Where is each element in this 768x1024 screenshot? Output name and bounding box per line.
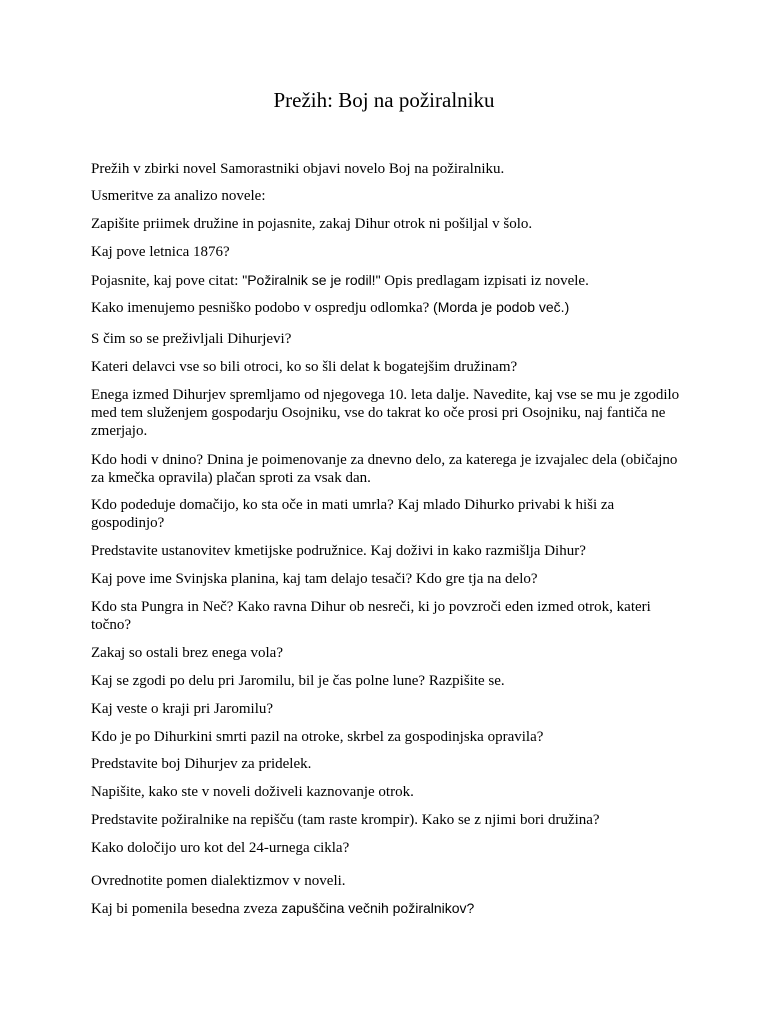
paragraph: Kdo hodi v dnino? Dnina je poimenovanje za dnevno delo, za katerega je izvajalec dela (običajno za kmečka opravila) plačan sproti za vsak dan. bbox=[91, 452, 678, 486]
paragraph: Napišite, kako ste v noveli doživeli kaznovanje otrok. bbox=[91, 784, 414, 800]
paragraph-text: Pojasnite, kaj pove citat: bbox=[91, 273, 243, 289]
paragraph: Kdo je po Dihurkini smrti pazil na otroke, skrbel za gospodinjska opravila? bbox=[91, 729, 544, 745]
paragraph: Kaj pove ime Svinjska planina, kaj tam delajo tesači? Kdo gre tja na delo? bbox=[91, 571, 538, 587]
paragraph: Predstavite ustanovitev kmetijske podružnice. Kaj doživi in kako razmišlja Dihur? bbox=[91, 543, 586, 559]
paragraph bbox=[91, 271, 681, 290]
paragraph: Zakaj so ostali brez enega vola? bbox=[91, 645, 283, 661]
paragraph: Predstavite boj Dihurjev za pridelek. bbox=[91, 756, 312, 772]
paragraph: Predstavite požiralnike na repišču (tam raste krompir). Kako se z njimi bori družina? bbox=[91, 812, 600, 828]
paragraph bbox=[91, 899, 681, 918]
paragraph: Kdo sta Pungra in Neč? Kako ravna Dihur ob nesreči, ki jo povzroči eden izmed otrok, kateri točno? bbox=[91, 599, 651, 633]
paragraph: Kaj se zgodi po delu pri Jaromilu, bil je čas polne lune? Razpišite se. bbox=[91, 673, 505, 689]
paragraph: Kdo podeduje domačijo, ko sta oče in mati umrla? Kaj mlado Dihurko privabi k hiši za gospodinjo? bbox=[91, 497, 615, 531]
paragraph: Kako določijo uro kot del 24-urnega cikla? bbox=[91, 840, 350, 856]
document-title: Prežih: Boj na požiralniku bbox=[273, 88, 495, 112]
paragraph: S čim so se preživljali Dihurjevi? bbox=[91, 331, 292, 347]
note-text: (Morda je podob več.) bbox=[433, 299, 570, 315]
paragraph: Kaj veste o kraji pri Jaromilu? bbox=[91, 701, 274, 717]
paragraph: Enega izmed Dihurjev spremljamo od njegovega 10. leta dalje. Navedite, kaj vse se mu je zgodilo med tem služenjem gospodarju Osojniku, vse do takrat ko oče prosi pri Osojniku, naj fantiča ne zmerjajo. bbox=[91, 387, 680, 439]
paragraph-text: Opis predlagam izpisati iz novele. bbox=[380, 273, 589, 289]
paragraph: Zapišite priimek družine in pojasnite, zakaj Dihur otrok ni pošiljal v šolo. bbox=[91, 216, 533, 232]
paragraph: Kateri delavci vse so bili otroci, ko so šli delat k bogatejšim družinam? bbox=[91, 359, 518, 375]
phrase-text: zapuščina večnih požiralnikov? bbox=[281, 900, 475, 916]
paragraph: Kaj pove letnica 1876? bbox=[91, 244, 230, 260]
paragraph: Usmeritve za analizo novele: bbox=[91, 188, 266, 204]
quote-text: "Požiralnik se je rodil!" bbox=[242, 272, 381, 288]
paragraph: Prežih v zbirki novel Samorastniki objavi novelo Boj na požiralniku. bbox=[91, 161, 505, 177]
paragraph: Ovrednotite pomen dialektizmov v noveli. bbox=[91, 873, 346, 889]
paragraph-text: Kaj bi pomenila besedna zveza bbox=[91, 901, 282, 917]
paragraph bbox=[91, 298, 681, 317]
paragraph-text: Kako imenujemo pesniško podobo v ospredju odlomka? bbox=[91, 300, 434, 316]
